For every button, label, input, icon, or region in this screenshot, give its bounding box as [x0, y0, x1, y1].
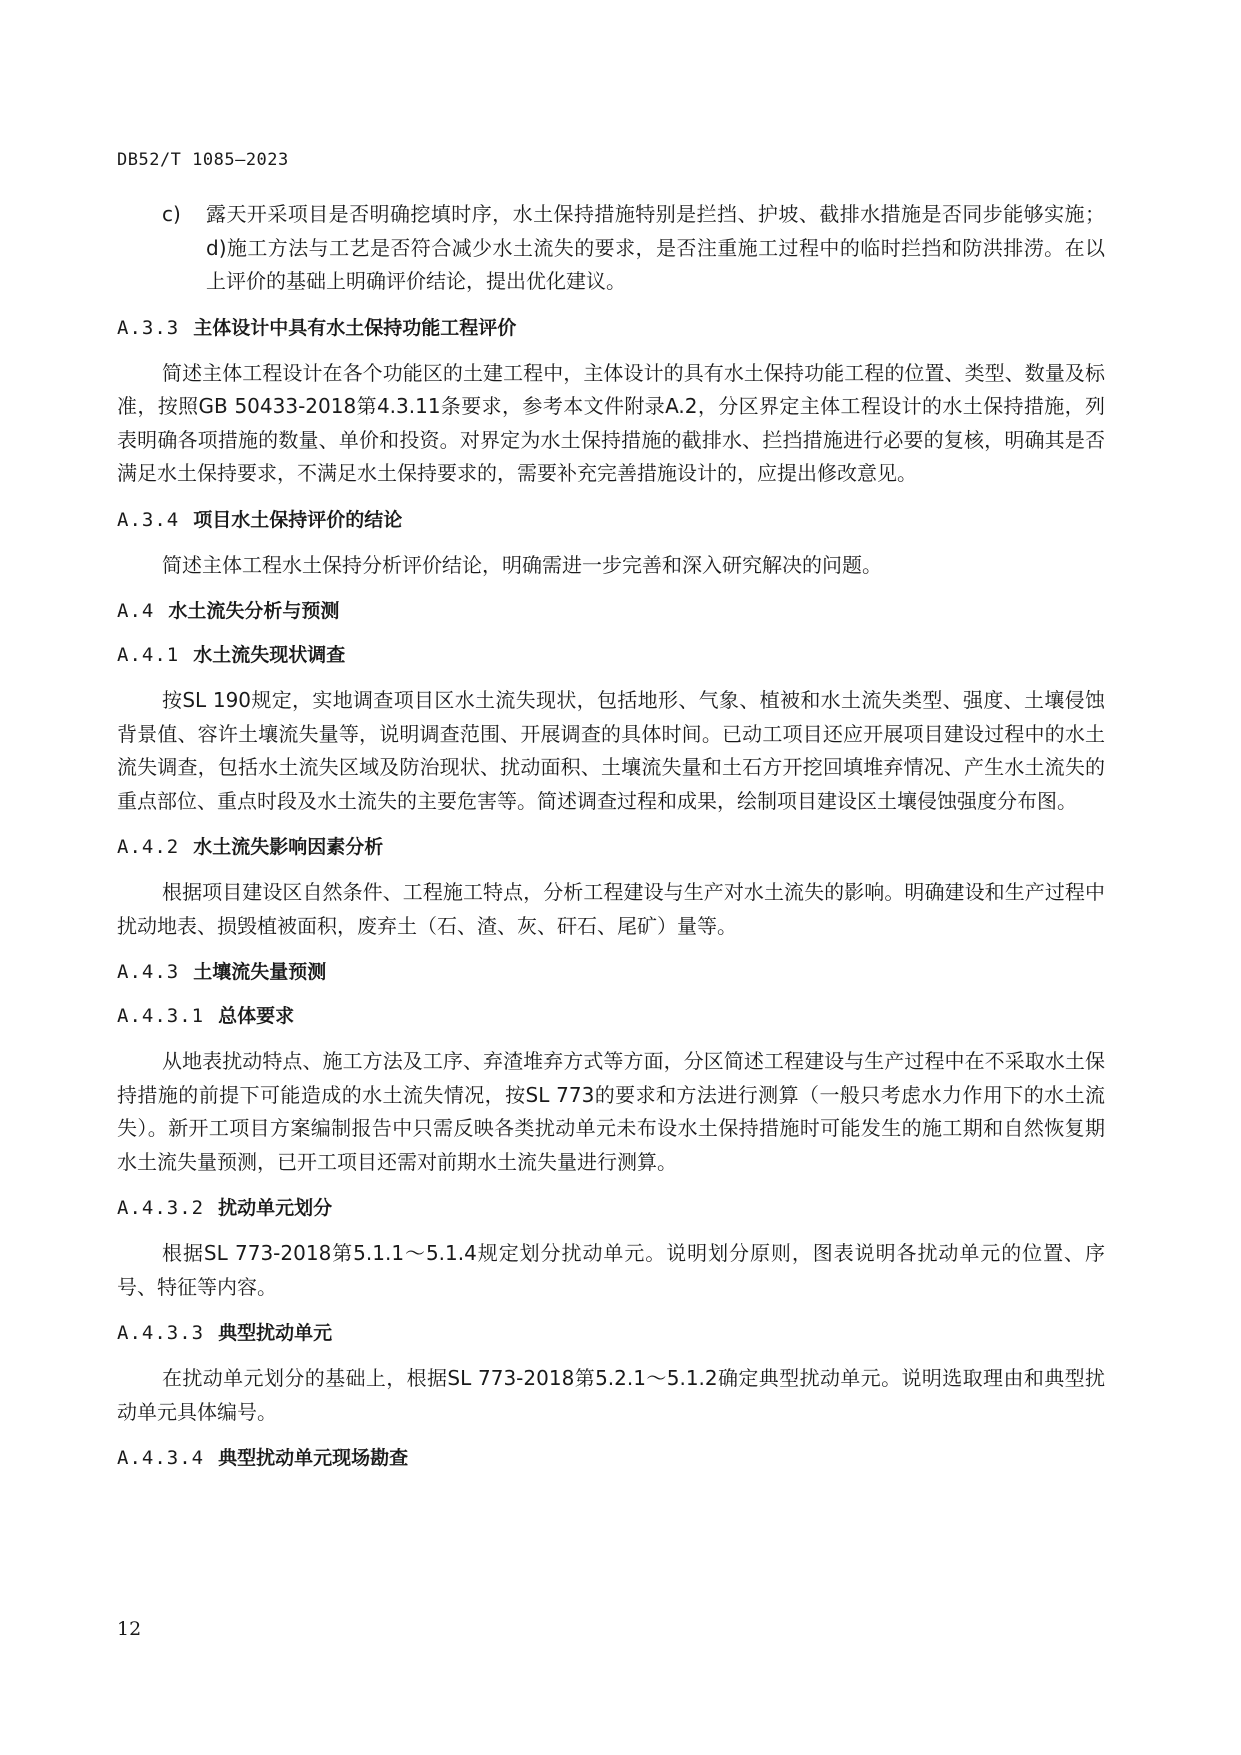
section-title: 典型扰动单元现场勘查	[218, 1447, 409, 1469]
body-paragraph: 从地表扰动特点、施工方法及工序、弃渣堆弃方式等方面，分区简述工程建设与生产过程中在不采取水土保持措施的前提下可能造成的水土流失情况，按SL 773的要求和方法进行测算（一般只考虑水力作用下的水土流失）。新开工项目方案编制报告中只需反映各类扰动单元未布设水土保持措施时可能发生的施工期和自然恢复期水土流失量预测，已开工项目还需对前期水土流失量进行测算。	[117, 1049, 1105, 1174]
section-heading	[117, 1193, 1105, 1223]
sections-container	[117, 313, 1105, 1474]
body-paragraph: 根据项目建设区自然条件、工程施工特点，分析工程建设与生产对水土流失的影响。明确建设和生产过程中扰动地表、损毁植被面积，废弃土（石、渣、灰、矸石、尾矿）量等。	[117, 880, 1105, 938]
list-item-marker: c)	[162, 202, 181, 226]
section-number: A.3.3	[117, 316, 180, 339]
list-item-text: 露天开采项目是否明确挖填时序，水土保持措施特别是拦挡、护坡、截排水措施是否同步能够实施；d)施工方法与工艺是否符合减少水土流失的要求，是否注重施工过程中的临时拦挡和防洪排涝。在以上评价的基础上明确评价结论，提出优化建议。	[206, 202, 1105, 293]
body-paragraph: 按SL 190规定，实地调查项目区水土流失现状，包括地形、气象、植被和水土流失类型、强度、土壤侵蚀背景值、容许土壤流失量等，说明调查范围、开展调查的具体时间。已动工项目还应开展项目建设过程中的水土流失调查，包括水土流失区域及防治现状、扰动面积、土壤流失量和土石方开挖回填堆弃情况、产生水土流失的重点部位、重点时段及水土流失的主要危害等。简述调查过程和成果，绘制项目建设区土壤侵蚀强度分布图。	[117, 688, 1105, 813]
section-number: A.4.3.3	[117, 1322, 205, 1344]
section-title: 项目水土保持评价的结论	[193, 508, 403, 531]
section-number: A.4.3.1	[117, 1005, 205, 1027]
section-title: 土壤流失量预测	[193, 961, 327, 983]
body-paragraph: 在扰动单元划分的基础上，根据SL 773-2018第5.2.1～5.1.2确定典型扰动单元。说明选取理由和典型扰动单元具体编号。	[117, 1366, 1105, 1424]
section-heading	[117, 640, 1105, 670]
section-number: A.4.1	[117, 644, 180, 666]
page-number: 12	[117, 1618, 142, 1640]
section-heading	[117, 313, 1105, 343]
section-heading	[117, 832, 1105, 862]
body-paragraph: 简述主体工程水土保持分析评价结论，明确需进一步完善和深入研究解决的问题。	[162, 552, 882, 577]
section-number: A.4.3.4	[117, 1447, 205, 1469]
section-heading	[117, 1443, 1105, 1473]
body-paragraph: 简述主体工程设计在各个功能区的土建工程中，主体设计的具有水土保持功能工程的位置、类型、数量及标准，按照GB 50433-2018第4.3.11条要求，参考本文件附录A.2，分区界定主体工程设计的水土保持措施，列表明确各项措施的数量、单价和投资。对界定为水土保持措施的截排水、拦挡措施进行必要的复核，明确其是否满足水土保持要求，不满足水土保持要求的，需要补充完善措施设计的，应提出修改意见。	[117, 360, 1105, 485]
section-title: 扰动单元划分	[218, 1197, 333, 1219]
section-title: 水土流失分析与预测	[168, 600, 340, 622]
section-number: A.4.3	[117, 961, 180, 983]
section-title: 水土流失现状调查	[193, 644, 346, 666]
section-title: 水土流失影响因素分析	[193, 836, 384, 858]
body-paragraph: 根据SL 773-2018第5.1.1～5.1.4规定划分扰动单元。说明划分原则，图表说明各扰动单元的位置、序号、特征等内容。	[117, 1241, 1105, 1299]
document-code-header: DB52/T 1085—2023	[117, 150, 289, 170]
section-title: 典型扰动单元	[218, 1322, 333, 1344]
section-number: A.3.4	[117, 508, 180, 531]
section-heading	[117, 957, 1105, 987]
section-number: A.4	[117, 600, 155, 622]
section-heading	[117, 1318, 1105, 1348]
section-number: A.4.3.2	[117, 1197, 205, 1219]
section-title: 主体设计中具有水土保持功能工程评价	[193, 316, 517, 339]
section-number: A.4.2	[117, 836, 180, 858]
section-title: 总体要求	[218, 1005, 295, 1027]
section-heading	[117, 596, 1105, 626]
section-heading	[117, 505, 1105, 535]
section-heading	[117, 1001, 1105, 1031]
document-body	[117, 198, 1105, 1487]
list-item-c	[117, 198, 1105, 299]
